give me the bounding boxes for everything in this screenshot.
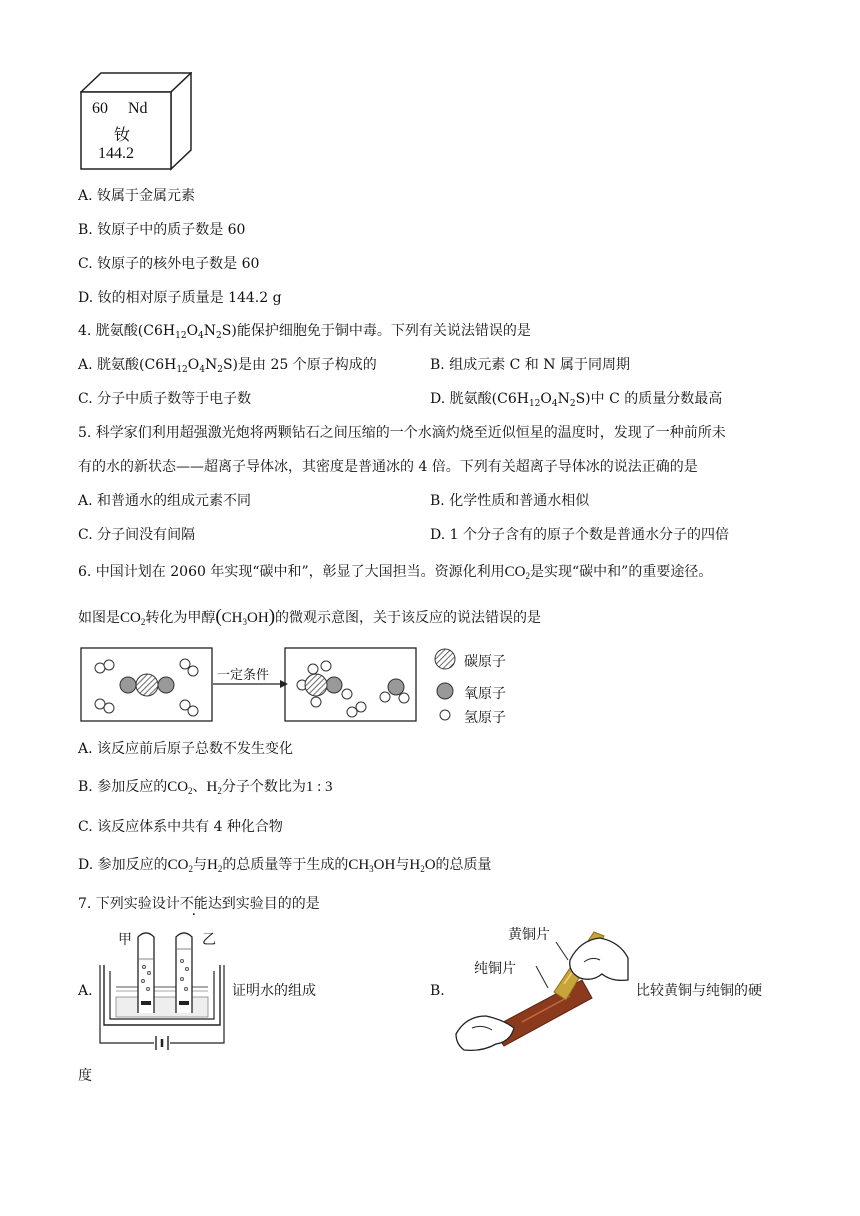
q6-stem-line2: 如图是$CO_2$转化为甲醇$(CH_3OH)$的微观示意图，关于该反应的说法错误的是 — [78, 606, 542, 627]
q3-option-c: C. 钕原子的核外电子数是 60 — [78, 256, 260, 272]
arrow-label: 一定条件 — [217, 668, 270, 683]
q4-option-a: A. 胱氨酸$(C6H_{12}O_4N_2S)$是由 25 个原子构成的 — [78, 357, 377, 375]
q4-option-c: C. 分子中质子数等于电子数 — [78, 391, 252, 407]
q3-option-d: D. 钕的相对原子质量是 144.2 g — [78, 290, 282, 306]
q4-option-b: B. 组成元素 C 和 N 属于同周期 — [430, 357, 630, 373]
q7-option-a-label: A. — [78, 983, 93, 999]
q5-option-c: C. 分子间没有间隔 — [78, 527, 196, 543]
q5-option-a: A. 和普通水的组成元素不同 — [78, 493, 252, 509]
hardness-illustration — [452, 920, 632, 1054]
legend-hydrogen: 氢原子 — [464, 710, 506, 726]
electrolysis-apparatus — [96, 925, 232, 1053]
q6-option-c: C. 该反应体系中共有 4 种化合物 — [78, 819, 283, 835]
q5-option-d: D. 1 个分子含有的原子个数是普通水分子的四倍 — [430, 527, 729, 543]
q6-option-d: D. 参加反应的$CO_2$与$H_2$的总质量等于生成的$CH_3OH$与$H_2O$的总质量 — [78, 857, 492, 874]
tube-label-jia: 甲 — [118, 932, 132, 948]
copper-label: 纯铜片 — [474, 961, 516, 977]
q5-stem-line1: 5. 科学家们利用超强激光炮将两颗钻石之间压缩的一个水滴灼烧至近似恒星的温度时，发现了一种前所未 — [78, 425, 726, 441]
q4-stem: 4. 胱氨酸$(C6H_{12}O_4N_2S)$能保护细胞免于铜中毒。下列有关说法错误的是 — [78, 323, 531, 341]
element-name: 钕 — [114, 125, 131, 144]
tube-label-yi: 乙 — [202, 932, 216, 948]
q7-option-b-text: 比较黄铜与纯铜的硬 — [636, 983, 762, 999]
q3-option-a: A. 钕属于金属元素 — [78, 188, 196, 204]
q7-stem: 7. 下列实验设计不能达到实验目的的是 — [78, 896, 320, 912]
element-number: 60 — [92, 100, 108, 117]
element-card-box — [80, 72, 192, 172]
q6-stem-line1: 6. 中国计划在 2060 年实现“碳中和”，彰显了大国担当。资源化利用$CO_2$是实现“碳中和”的重要途径。 — [78, 564, 713, 581]
q7-emphasis: 不能 — [179, 896, 208, 912]
q6-option-a: A. 该反应前后原子总数不发生变化 — [78, 741, 294, 757]
legend — [432, 645, 532, 725]
q5-stem-line2: 有的水的新状态——超离子导体冰，其密度是普通冰的 4 倍。下列有关超离子导体冰的说法正确的是 — [78, 459, 698, 475]
element-symbol: Nd — [128, 100, 148, 117]
q7-option-b-text-cont: 度 — [78, 1068, 92, 1084]
element-mass: 144.2 — [98, 145, 134, 162]
q3-option-b: B. 钕原子中的质子数是 60 — [78, 222, 246, 238]
brass-label: 黄铜片 — [508, 927, 550, 943]
legend-carbon: 碳原子 — [464, 654, 506, 670]
legend-oxygen: 氧原子 — [464, 686, 506, 702]
element-card — [80, 72, 192, 172]
q7-option-b-label: B. — [430, 983, 445, 999]
q6-option-b: B. 参加反应的$CO_2$、$H_2$分子个数比为1 : 3 — [78, 779, 333, 796]
q7-option-a-text: 证明水的组成 — [232, 983, 316, 999]
q5-option-b: B. 化学性质和普通水相似 — [430, 493, 590, 509]
q4-option-d: D. 胱氨酸$(C6H_{12}O_4N_2S)$中 C 的质量分数最高 — [430, 391, 723, 409]
legend-symbols — [432, 645, 462, 725]
